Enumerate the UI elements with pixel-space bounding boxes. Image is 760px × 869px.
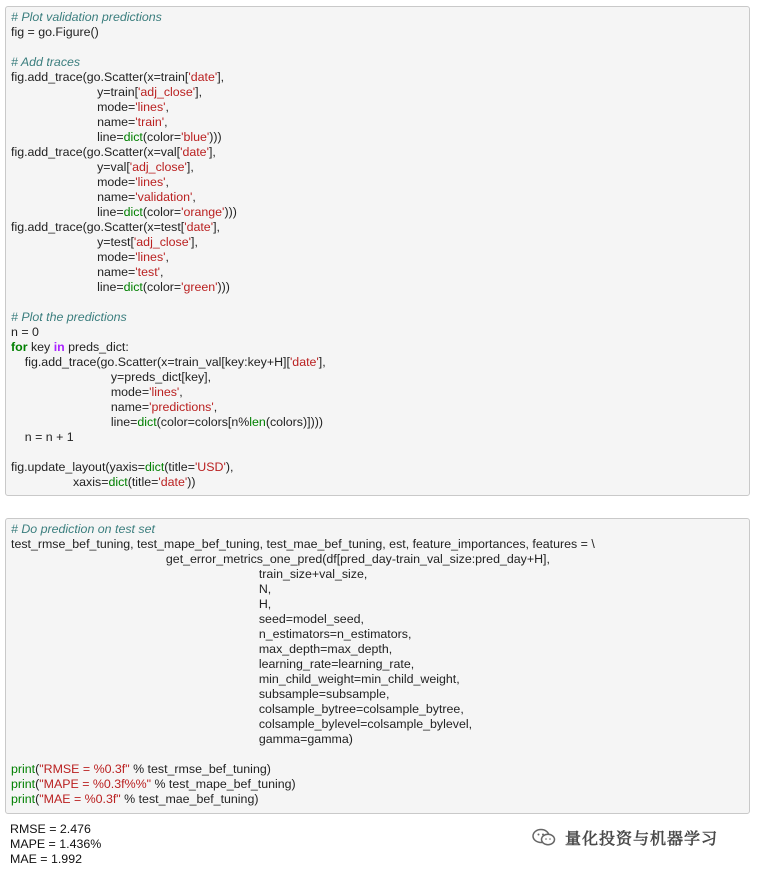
code-token: len xyxy=(249,415,266,429)
code-token: 'date' xyxy=(289,355,319,369)
code-token: fig = go.Figure() xyxy=(11,25,99,39)
code-token: preds_dict: xyxy=(64,340,129,354)
code-line xyxy=(11,235,749,250)
code-line xyxy=(11,220,749,235)
code-token: (title= xyxy=(127,475,159,489)
code-token: # Add traces xyxy=(11,55,81,69)
code-line xyxy=(11,25,749,40)
code-token: n_estimators=n_estimators, xyxy=(11,627,412,641)
code-line xyxy=(11,370,749,385)
output-rmse: RMSE = 2.476 xyxy=(10,822,91,836)
code-token: 'orange' xyxy=(181,205,225,219)
code-token: print xyxy=(11,762,36,776)
code-line xyxy=(11,597,749,612)
code-token: ))) xyxy=(224,205,237,219)
code-line xyxy=(11,415,749,430)
code-line xyxy=(11,340,749,355)
code-token: 'blue' xyxy=(181,130,210,144)
watermark-text: 量化投资与机器学习 xyxy=(565,830,719,848)
code-line xyxy=(11,115,749,130)
code-token: y=test[ xyxy=(11,235,134,249)
code-token: 'test' xyxy=(135,265,160,279)
code-line xyxy=(11,445,749,460)
code-token: (color= xyxy=(142,205,182,219)
code-token: (title= xyxy=(164,460,195,474)
code-line xyxy=(11,280,749,295)
code-token: ], xyxy=(186,160,194,174)
code-line xyxy=(11,190,749,205)
code-line xyxy=(11,672,749,687)
code-token: H, xyxy=(11,597,272,611)
code-token: mode= xyxy=(11,385,150,399)
code-line xyxy=(11,295,749,310)
code-token: fig.add_trace(go.Scatter(x=train_val[key:key+H][ xyxy=(11,355,290,369)
code-line xyxy=(11,250,749,265)
code-token: name= xyxy=(11,265,136,279)
code-line xyxy=(11,400,749,415)
code-line xyxy=(11,85,749,100)
code-line xyxy=(11,205,749,220)
code-token: 'validation' xyxy=(135,190,193,204)
code-line xyxy=(11,160,749,175)
code-line xyxy=(11,657,749,672)
code-token: line= xyxy=(11,205,124,219)
code-token: fig.add_trace(go.Scatter(x=test[ xyxy=(11,220,185,234)
code-token: ], xyxy=(195,85,203,99)
code-token: 'lines' xyxy=(135,100,166,114)
code-token: y=train[ xyxy=(11,85,139,99)
code-token: line= xyxy=(11,280,124,294)
code-token: , xyxy=(213,400,218,414)
code-line xyxy=(11,475,749,490)
code-line xyxy=(11,687,749,702)
code-token: print xyxy=(11,777,36,791)
code-token: subsample=subsample, xyxy=(11,687,390,701)
code-token: ( xyxy=(35,792,40,806)
watermark xyxy=(531,824,718,850)
code-token: train_size+val_size, xyxy=(11,567,368,581)
code-line xyxy=(11,702,749,717)
code-token: , xyxy=(165,175,169,189)
code-token: # Plot the predictions xyxy=(11,310,127,324)
code-token: ( xyxy=(35,762,40,776)
code-token: ), xyxy=(225,460,234,474)
code-token: fig.add_trace(go.Scatter(x=val[ xyxy=(11,145,181,159)
code-line xyxy=(11,567,749,582)
code-token: 'lines' xyxy=(149,385,180,399)
code-token: name= xyxy=(11,400,150,414)
code-token: dict xyxy=(108,475,128,489)
code-token: , xyxy=(165,100,169,114)
code-token: , xyxy=(160,265,164,279)
code-line xyxy=(11,582,749,597)
code-token: ], xyxy=(217,70,225,84)
code-token: 'date' xyxy=(184,220,214,234)
code-token: 'train' xyxy=(135,115,165,129)
code-token: print xyxy=(11,792,36,806)
code-token: ))) xyxy=(217,280,230,294)
code-token: mode= xyxy=(11,100,136,114)
code-token: mode= xyxy=(11,250,136,264)
code-token: , xyxy=(179,385,183,399)
code-token: 'green' xyxy=(181,280,218,294)
code-token: colsample_bytree=colsample_bytree, xyxy=(11,702,464,716)
code-token: min_child_weight=min_child_weight, xyxy=(11,672,460,686)
code-token: # Do prediction on test set xyxy=(11,522,155,536)
code-token: ], xyxy=(191,235,198,249)
code-line xyxy=(11,717,749,732)
code-token: 'date' xyxy=(188,70,218,84)
code-token: n = n + 1 xyxy=(11,430,74,444)
code-token: fig.add_trace(go.Scatter(x=train[ xyxy=(11,70,189,84)
code-line xyxy=(11,762,749,777)
code-token: name= xyxy=(11,115,136,129)
code-token: dict xyxy=(137,415,157,429)
code-line xyxy=(11,40,749,55)
code-token: (colors)]))) xyxy=(265,415,323,429)
code-token: test_rmse_bef_tuning, test_mape_bef_tuning, test_mae_bef_tuning, est, feature_importances, features = \ xyxy=(11,537,595,551)
code-token: ( xyxy=(35,777,40,791)
code-token: name= xyxy=(11,190,136,204)
code-token: fig.update_layout(yaxis= xyxy=(11,460,145,474)
code-line xyxy=(11,385,749,400)
code-token: )) xyxy=(187,475,196,489)
code-token: "MAE = %0.3f" xyxy=(39,792,121,806)
code-token: (color= xyxy=(142,130,182,144)
code-token: get_error_metrics_one_pred(df[pred_day-train_val_size:pred_day+H], xyxy=(11,552,550,566)
code-token: "RMSE = %0.3f" xyxy=(39,762,130,776)
code-token: ], xyxy=(208,145,216,159)
code-line xyxy=(11,70,749,85)
code-token: for xyxy=(11,340,28,354)
code-line xyxy=(11,627,749,642)
code-token: 'adj_close' xyxy=(133,235,192,249)
code-line xyxy=(11,175,749,190)
code-token: gamma=gamma) xyxy=(11,732,353,746)
code-token: y=preds_dict[key], xyxy=(11,370,212,384)
code-line xyxy=(11,642,749,657)
code-token: 'date' xyxy=(158,475,188,489)
code-token: "MAPE = %0.3f%%" xyxy=(39,777,152,791)
output-mape: MAPE = 1.436% xyxy=(10,837,102,851)
code-line xyxy=(11,130,749,145)
code-token: ], xyxy=(318,355,326,369)
code-token: learning_rate=learning_rate, xyxy=(11,657,415,671)
code-token: % test_mape_bef_tuning) xyxy=(151,777,296,791)
code-token: n = 0 xyxy=(11,325,39,339)
code-token: , xyxy=(164,115,168,129)
code-token: , xyxy=(165,250,169,264)
code-token: 'USD' xyxy=(194,460,226,474)
output-mae: MAE = 1.992 xyxy=(10,852,82,866)
code-token: ))) xyxy=(209,130,222,144)
code-token: dict xyxy=(123,205,143,219)
code-line xyxy=(11,732,749,747)
code-token: dict xyxy=(123,130,143,144)
code-line xyxy=(11,100,749,115)
code-token: , xyxy=(192,190,196,204)
code-token: 'adj_close' xyxy=(138,85,196,99)
code-line xyxy=(11,55,749,70)
code-token: 'lines' xyxy=(135,250,166,264)
code-line xyxy=(11,325,749,340)
code-line xyxy=(11,460,749,475)
wechat-icon xyxy=(531,827,557,847)
code-token: % test_mae_bef_tuning) xyxy=(120,792,259,806)
code-token: 'date' xyxy=(180,145,209,159)
code-line xyxy=(11,552,749,567)
code-token: 'lines' xyxy=(135,175,166,189)
code-token: y=val[ xyxy=(11,160,130,174)
cell-output xyxy=(10,822,101,867)
code-token: N, xyxy=(11,582,272,596)
code-line xyxy=(11,612,749,627)
code-line xyxy=(11,430,749,445)
code-line xyxy=(11,747,749,762)
code-token: mode= xyxy=(11,175,136,189)
code-token: in xyxy=(53,340,65,354)
code-cell-prediction[interactable] xyxy=(5,518,750,814)
code-token: % test_rmse_bef_tuning) xyxy=(129,762,271,776)
code-token: max_depth=max_depth, xyxy=(11,642,393,656)
code-line xyxy=(11,310,749,325)
code-token: dict xyxy=(144,460,165,474)
code-token: (color= xyxy=(142,280,182,294)
code-token: 'adj_close' xyxy=(129,160,187,174)
code-line xyxy=(11,792,749,807)
code-line xyxy=(11,522,749,537)
code-token: colsample_bylevel=colsample_bylevel, xyxy=(11,717,473,731)
code-token: seed=model_seed, xyxy=(11,612,364,626)
code-line xyxy=(11,355,749,370)
code-token: xaxis= xyxy=(11,475,109,489)
code-token: 'predictions' xyxy=(149,400,214,414)
code-line xyxy=(11,777,749,792)
code-token: line= xyxy=(11,415,138,429)
code-token: (color=colors[n% xyxy=(156,415,250,429)
code-token: # Plot validation predictions xyxy=(11,10,162,24)
code-line xyxy=(11,537,749,552)
code-token: line= xyxy=(11,130,124,144)
code-token: key xyxy=(27,340,54,354)
code-cell-plot[interactable] xyxy=(5,6,750,496)
code-line xyxy=(11,145,749,160)
code-token: ], xyxy=(213,220,220,234)
code-token: dict xyxy=(123,280,143,294)
code-line xyxy=(11,265,749,280)
code-line xyxy=(11,10,749,25)
